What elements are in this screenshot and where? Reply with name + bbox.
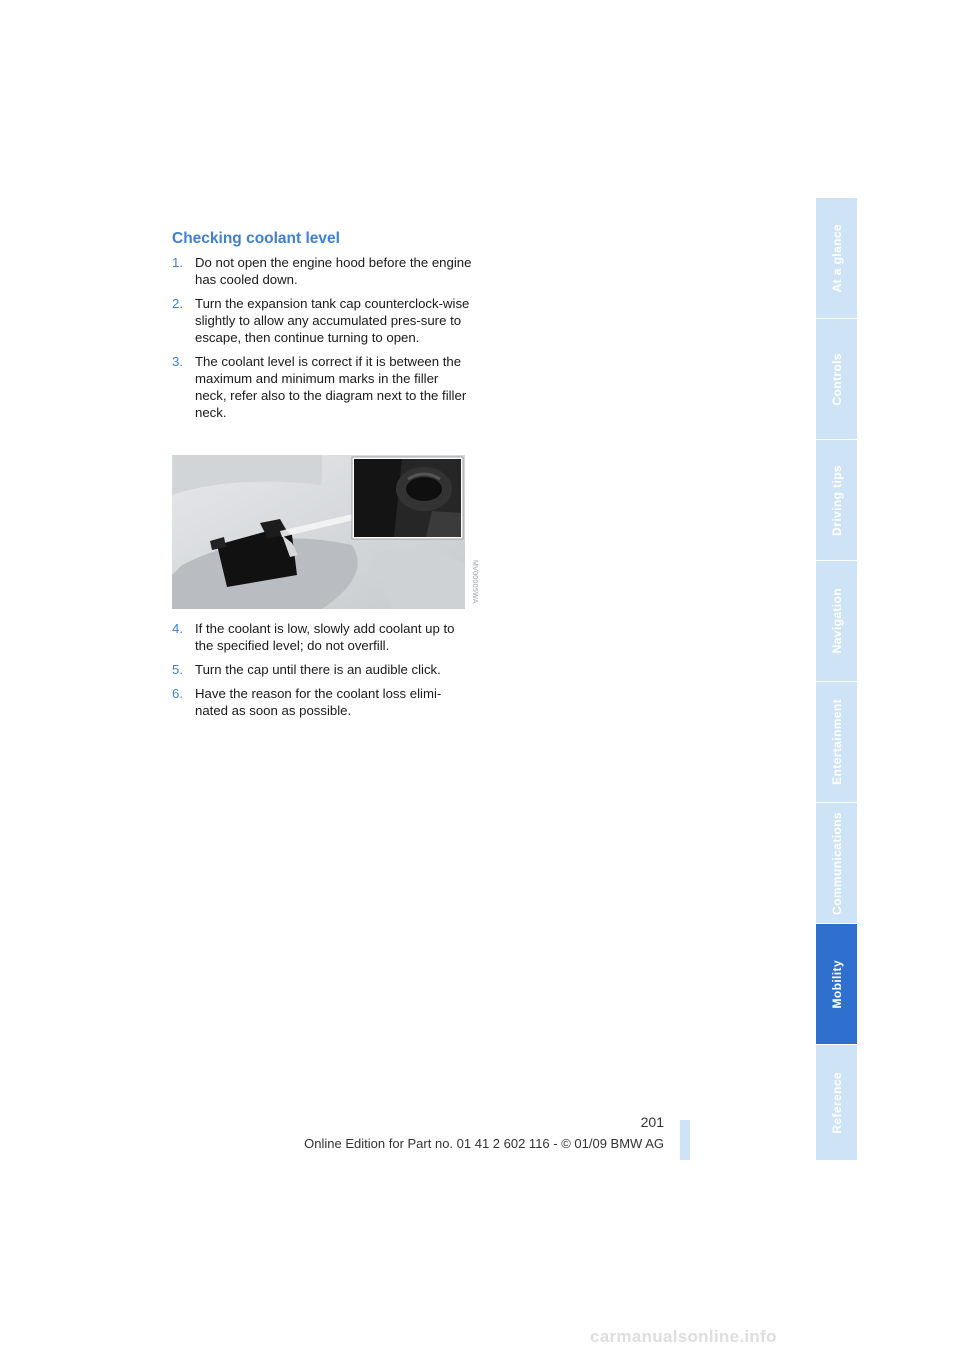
step-number: 1. <box>172 255 183 270</box>
step-text: The coolant level is correct if it is between the maximum and minimum marks in the filler neck, refer also to the diagram next to the filler neck. <box>195 354 467 420</box>
tab-label: Communications <box>829 811 844 915</box>
step-number: 2. <box>172 296 183 311</box>
list-item <box>172 353 472 421</box>
list-item <box>172 620 472 654</box>
coolant-tank-illustration <box>172 455 465 609</box>
step-number: 3. <box>172 354 183 369</box>
coolant-tank-photo <box>172 455 465 609</box>
tab-at-a-glance[interactable] <box>816 198 857 318</box>
tab-label: Controls <box>829 352 844 406</box>
list-item <box>172 685 472 719</box>
list-item <box>172 295 472 346</box>
tab-label: At a glance <box>829 223 844 293</box>
footer-edition: Online Edition for Part no. 01 41 2 602 116 - © 01/09 BMW AG <box>304 1136 664 1151</box>
tab-mobility[interactable] <box>816 924 857 1044</box>
step-text: Turn the expansion tank cap counterclock-wise slightly to allow any accumulated pres-sure to escape, then continue turning to open. <box>195 296 470 345</box>
tab-label: Navigation <box>829 588 844 654</box>
page-number: 201 <box>640 1114 664 1130</box>
step-number: 4. <box>172 621 183 636</box>
step-text: Turn the cap until there is an audible click. <box>195 662 441 677</box>
tab-communications[interactable] <box>816 803 857 923</box>
steps-list-bottom <box>172 620 472 726</box>
step-text: If the coolant is low, slowly add coolant up to the specified level; do not overfill. <box>195 621 455 653</box>
list-item <box>172 661 472 678</box>
section-heading: Checking coolant level <box>172 230 340 247</box>
tab-label: Driving tips <box>829 464 844 536</box>
tab-driving-tips[interactable] <box>816 440 857 560</box>
tab-label: Reference <box>829 1071 844 1134</box>
tab-label: Mobility <box>829 959 844 1009</box>
footer-marker <box>680 1120 690 1160</box>
watermark: carmanualsonline.info <box>590 1327 777 1346</box>
tab-controls[interactable] <box>816 319 857 439</box>
tab-entertainment[interactable] <box>816 682 857 802</box>
steps-list-top <box>172 254 472 428</box>
tab-reference[interactable] <box>816 1045 857 1160</box>
step-text: Have the reason for the coolant loss elimi-nated as soon as possible. <box>195 686 442 718</box>
list-item <box>172 254 472 288</box>
figure-code: MV00005WA <box>471 560 478 604</box>
tab-label: Entertainment <box>829 699 844 785</box>
step-number: 5. <box>172 662 183 677</box>
step-text: Do not open the engine hood before the engine has cooled down. <box>195 255 472 287</box>
step-number: 6. <box>172 686 183 701</box>
tab-navigation[interactable] <box>816 561 857 681</box>
chapter-tabs <box>816 198 857 1160</box>
